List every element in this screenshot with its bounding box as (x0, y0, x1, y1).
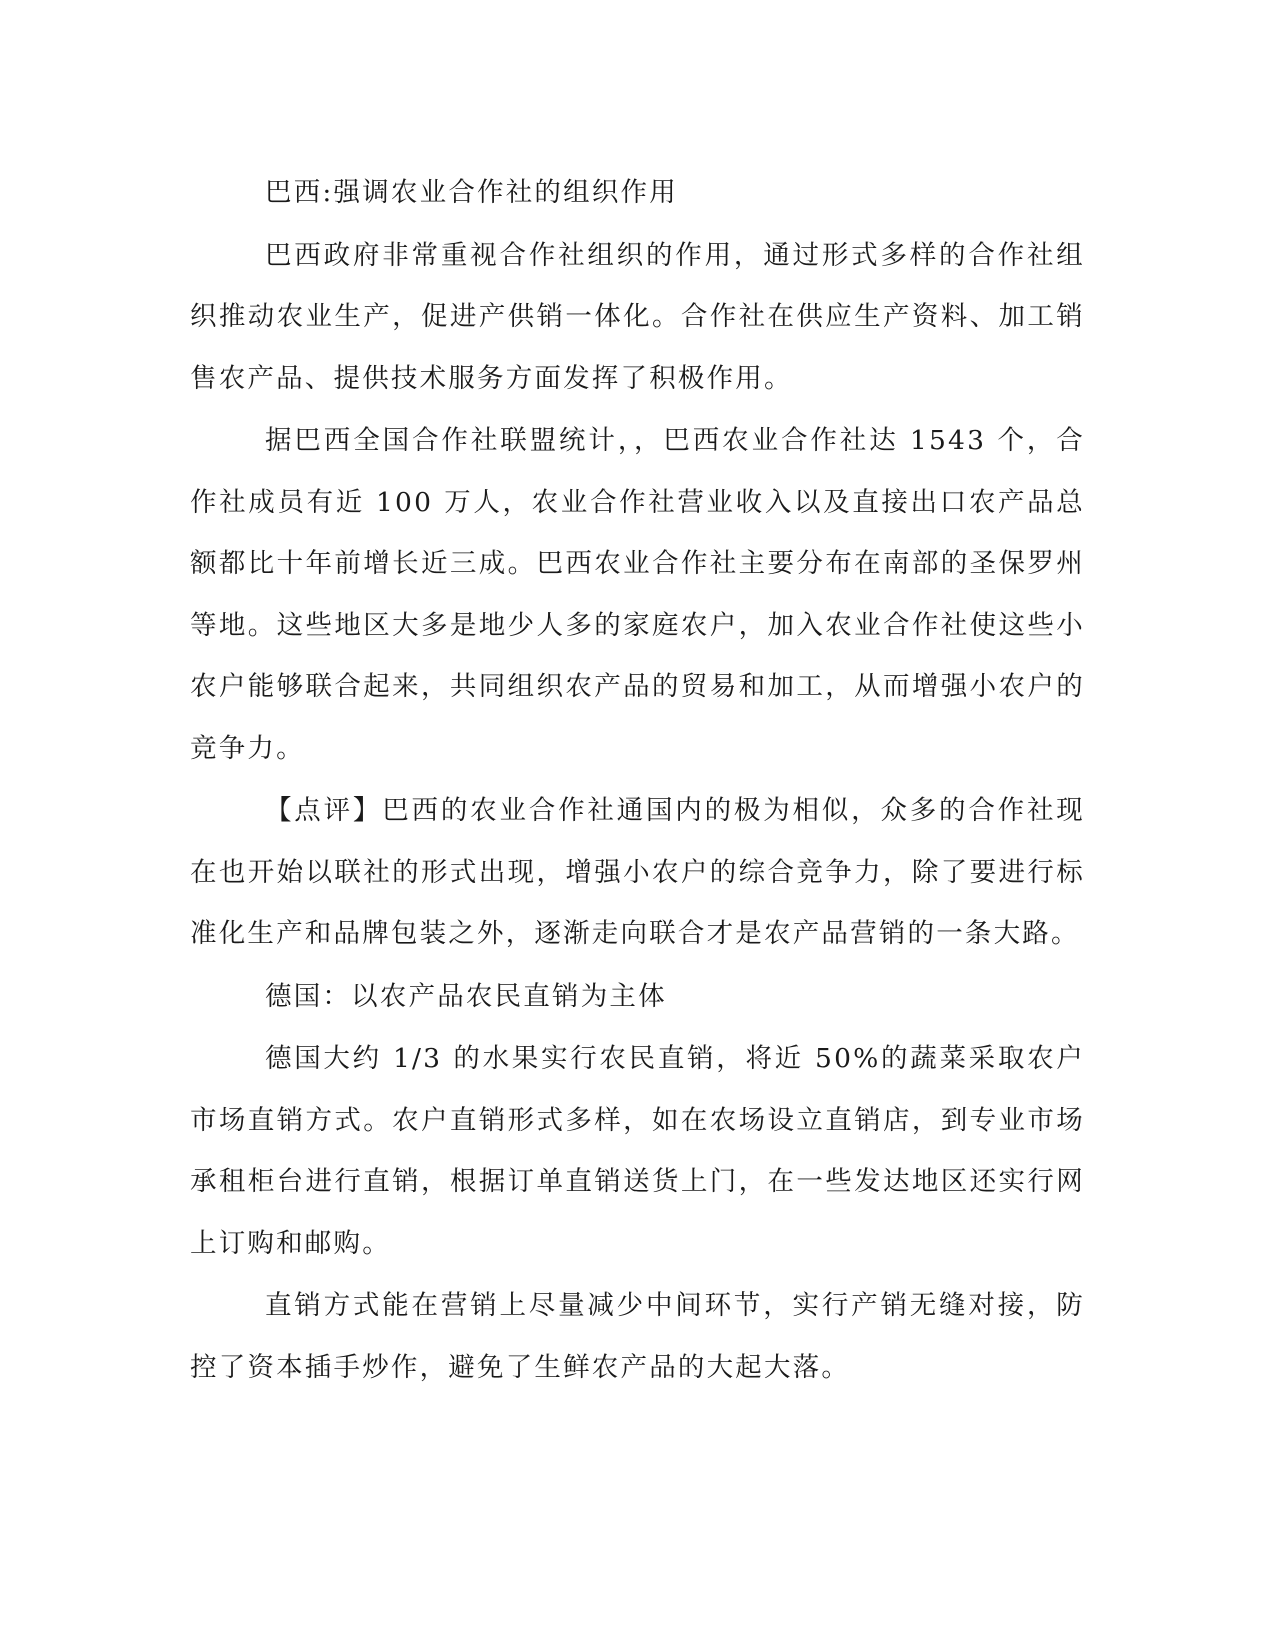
paragraph-germany-direct-sales: 德国大约 1/3 的水果实行农民直销，将近 50%的蔬菜采取农户市场直销方式。农户直销形式多样，如在农场设立直销店，到专业市场承租柜台进行直销，根据订单直销送货上门，在一些发达地区还实行网上订购和邮购。 (190, 1043, 1085, 1259)
paragraph-brazil-statistics: 据巴西全国合作社联盟统计，，巴西农业合作社达 1543 个，合作社成员有近 100 万人，农业合作社营业收入以及直接出口农产品总额都比十年前增长近三成。巴西农业合作社主要分布在南部的圣保罗州等地。这些地区大多是地少人多的家庭农户，加入农业合作社使这些小农户能够联合起来，共同组织农产品的贸易和加工，从而增强小农户的竞争力。 (190, 425, 1085, 764)
document-page (190, 162, 1085, 1399)
section-heading-brazil: 巴西:强调农业合作社的组织作用 (265, 177, 678, 208)
section-heading-germany: 德国：以农产品农民直销为主体 (265, 980, 667, 1012)
paragraph-brazil-intro: 巴西政府非常重视合作社组织的作用，通过形式多样的合作社组织推动农业生产，促进产供销一体化。合作社在供应生产资料、加工销售农产品、提供技术服务方面发挥了积极作用。 (190, 239, 1085, 394)
paragraph-direct-sales-benefits: 直销方式能在营销上尽量减少中间环节，实行产销无缝对接，防控了资本插手炒作，避免了生鲜农产品的大起大落。 (190, 1290, 1085, 1383)
paragraph-commentary: 【点评】巴西的农业合作社通国内的极为相似，众多的合作社现在也开始以联社的形式出现，增强小农户的综合竞争力，除了要进行标准化生产和品牌包装之外，逐渐走向联合才是农产品营销的一条大路。 (190, 795, 1085, 949)
